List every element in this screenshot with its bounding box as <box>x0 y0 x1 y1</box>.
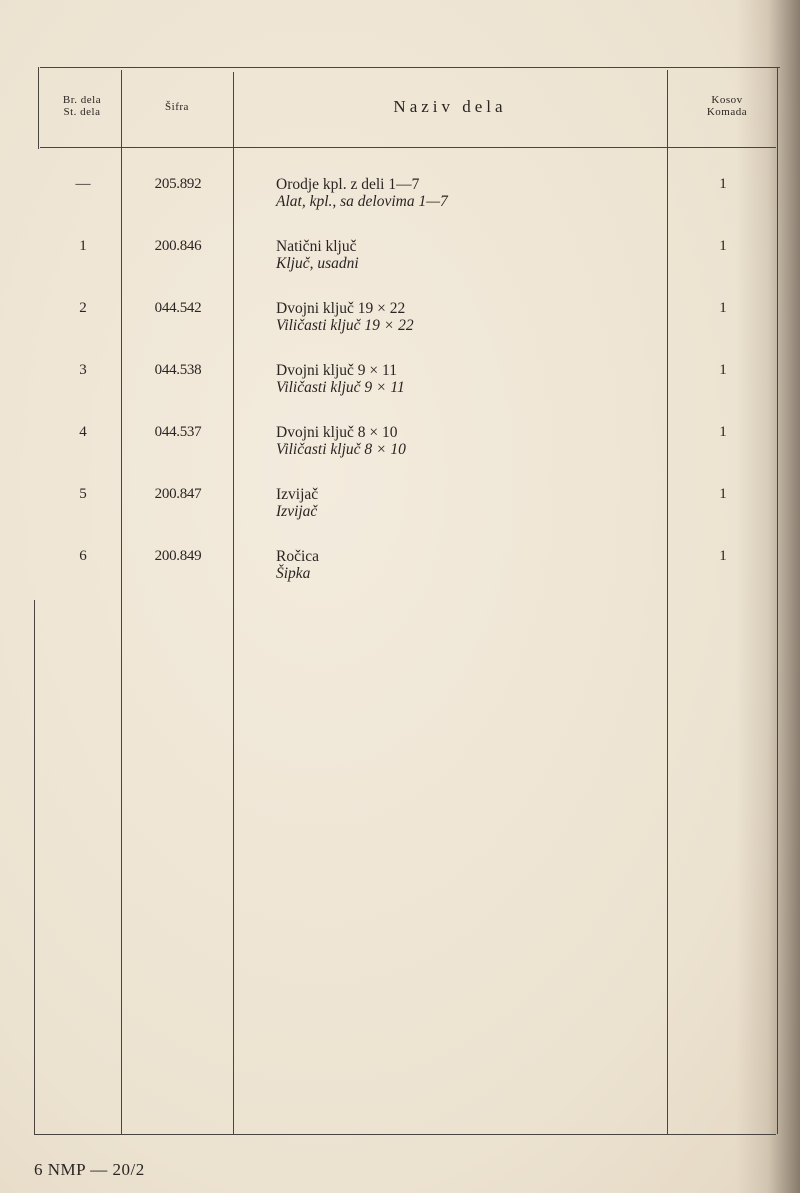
table-bottom-rule <box>34 1134 776 1135</box>
row-name-serbocroatian: Šipka <box>276 565 311 582</box>
row-no: 2 <box>79 300 87 316</box>
row-no: 5 <box>79 486 87 502</box>
row-name <box>276 238 656 272</box>
header-name-label: Naziv dela <box>393 97 507 116</box>
table-top-rule <box>40 67 780 68</box>
row-code: 200.846 <box>154 238 202 254</box>
row-no: 3 <box>79 362 87 378</box>
row-qty: 1 <box>719 486 727 502</box>
header-no <box>44 95 120 118</box>
row-name <box>276 424 656 458</box>
row-qty: 1 <box>719 424 727 440</box>
row-name-slovene: Orodje kpl. z deli 1—7 <box>276 176 420 193</box>
row-name-serbocroatian: Viličasti ključ 9 × 11 <box>276 379 405 396</box>
row-name <box>276 176 656 210</box>
row-name-serbocroatian: Izvijač <box>276 503 318 520</box>
row-name-slovene: Dvojni ključ 19 × 22 <box>276 300 406 317</box>
header-qty <box>672 95 782 118</box>
row-code: 205.892 <box>154 176 202 192</box>
row-name-slovene: Izvijač <box>276 486 319 503</box>
row-name-serbocroatian: Viličasti ključ 19 × 22 <box>276 317 414 334</box>
table-row <box>0 300 800 352</box>
row-qty: 1 <box>719 238 727 254</box>
table-row <box>0 424 800 476</box>
row-name <box>276 300 656 334</box>
row-no: 1 <box>79 238 87 254</box>
header-code <box>122 102 232 114</box>
table-row <box>0 362 800 414</box>
row-qty: 1 <box>719 548 727 564</box>
row-code: 044.537 <box>154 424 202 440</box>
col-rule-left-body <box>34 600 35 1134</box>
header-bottom-rule <box>40 147 776 148</box>
col-rule-left <box>38 67 39 149</box>
row-name-slovene: Natični ključ <box>276 238 357 255</box>
row-code: 044.542 <box>154 300 202 316</box>
row-qty: 1 <box>719 176 727 192</box>
header-name <box>234 98 666 116</box>
row-name-serbocroatian: Viličasti ključ 8 × 10 <box>276 441 406 458</box>
col-rule-3 <box>667 70 668 1134</box>
table-row <box>0 238 800 290</box>
header-code-label: Šifra <box>165 101 189 113</box>
row-code: 200.849 <box>154 548 202 564</box>
row-name <box>276 486 656 520</box>
col-rule-2 <box>233 72 234 1134</box>
page-footer: 6 NMP — 20/2 <box>34 1160 145 1179</box>
row-no: — <box>75 176 91 192</box>
row-name-serbocroatian: Alat, kpl., sa delovima 1—7 <box>276 193 448 210</box>
header-qty-line1: Kosov <box>711 94 743 106</box>
row-qty: 1 <box>719 300 727 316</box>
row-no: 4 <box>79 424 87 440</box>
row-qty: 1 <box>719 362 727 378</box>
row-no: 6 <box>79 548 87 564</box>
row-code: 200.847 <box>154 486 202 502</box>
header-no-line1: Br. dela <box>62 94 102 106</box>
header-no-line2: St. dela <box>63 105 101 118</box>
row-code: 044.538 <box>154 362 202 378</box>
table-row <box>0 486 800 538</box>
row-name-slovene: Dvojni ključ 8 × 10 <box>276 424 398 441</box>
table-row <box>0 176 800 228</box>
header-qty-line2: Komada <box>706 105 748 118</box>
row-name-slovene: Dvojni ključ 9 × 11 <box>276 362 397 379</box>
row-name-slovene: Ročica <box>276 548 320 565</box>
row-name-serbocroatian: Ključ, usadni <box>276 255 359 272</box>
col-rule-1 <box>121 70 122 1134</box>
row-name <box>276 548 656 582</box>
table-row <box>0 548 800 600</box>
row-name <box>276 362 656 396</box>
